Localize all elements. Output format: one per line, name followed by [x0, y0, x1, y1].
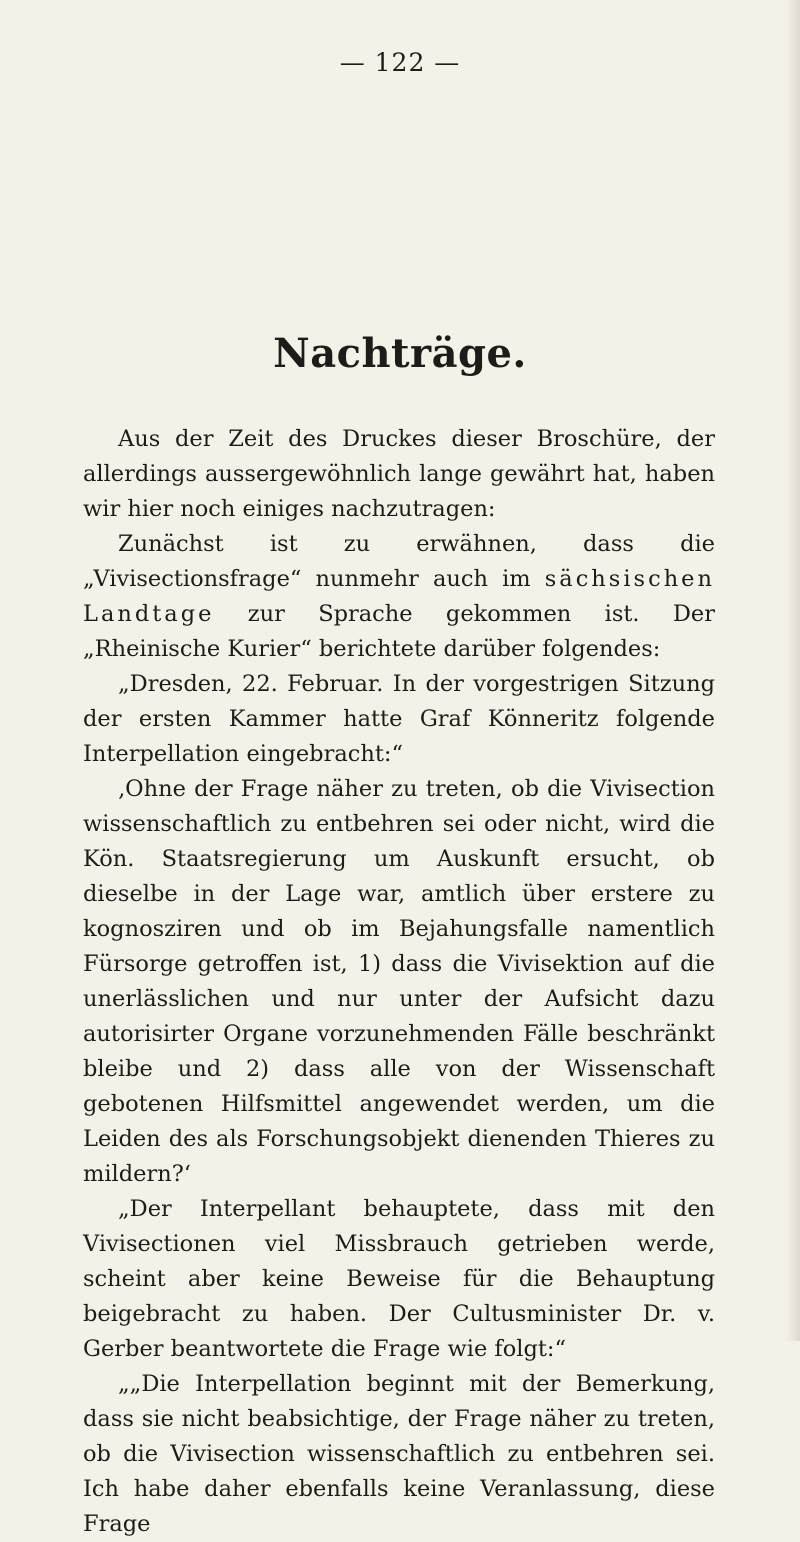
paragraph-landtag-part-2: zur Sprache gekommen ist. Der „Rheinische Kurier“ berichtete darüber folgendes:: [83, 601, 715, 662]
section-heading: Nachträge.: [273, 330, 527, 377]
paragraph-intro: Aus der Zeit des Druckes dieser Broschüre, der allerdings aussergewöhnlich lange gewährt hat, haben wir hier noch einiges nachzutragen:: [83, 426, 715, 522]
page-number: — 122 —: [339, 48, 461, 77]
paragraph-landtag: [83, 527, 715, 667]
page-edge-shadow: [786, 0, 800, 1341]
body-text: [83, 422, 715, 1542]
spaced-word-saechsischen: sächsischen: [544, 566, 715, 592]
paragraph-interpellant: „Der Interpellant behauptete, dass mit den Vivisectionen viel Missbrauch getrieben werde, scheint aber keine Beweise für die Behauptung beigebracht zu haben. Der Cultusminister Dr. v. Gerber beantwortete die Frage wie folgt:“: [83, 1196, 715, 1362]
paragraph-landtag-part-1: Zunächst ist zu erwähnen, dass die „Vivisectionsfrage“ nunmehr auch im: [83, 531, 715, 592]
paragraph-dresden-report: „Dresden, 22. Februar. In der vorgestrigen Sitzung der ersten Kammer hatte Graf Könneritz folgende Interpellation eingebracht:“: [83, 671, 715, 767]
paragraph-minister-answer: „„Die Interpellation beginnt mit der Bemerkung, dass sie nicht beabsichtige, der Frage näher zu treten, ob die Vivisection wissenschaftlich zu entbehren sei. Ich habe daher ebenfalls keine Veranlassung, diese Frage: [83, 1371, 715, 1537]
spaced-word-landtage: Landtage: [83, 601, 215, 627]
paragraph-interpellation: ‚Ohne der Frage näher zu treten, ob die Vivisection wissenschaftlich zu entbehren sei oder nicht, wird die Kön. Staatsregierung um Auskunft ersucht, ob dieselbe in der Lage war, amtlich über erstere zu kognosziren und ob im Bejahungsfalle namentlich Fürsorge getroffen ist, 1) dass die Vivisektion auf die unerlässlichen und nur unter der Aufsicht dazu autorisirter Organe vorzunehmenden Fälle beschränkt bleibe und 2) dass alle von der Wissenschaft gebotenen Hilfsmittel angewendet werden, um die Leiden des als Forschungsobjekt dienenden Thieres zu mildern?‘: [83, 776, 715, 1187]
